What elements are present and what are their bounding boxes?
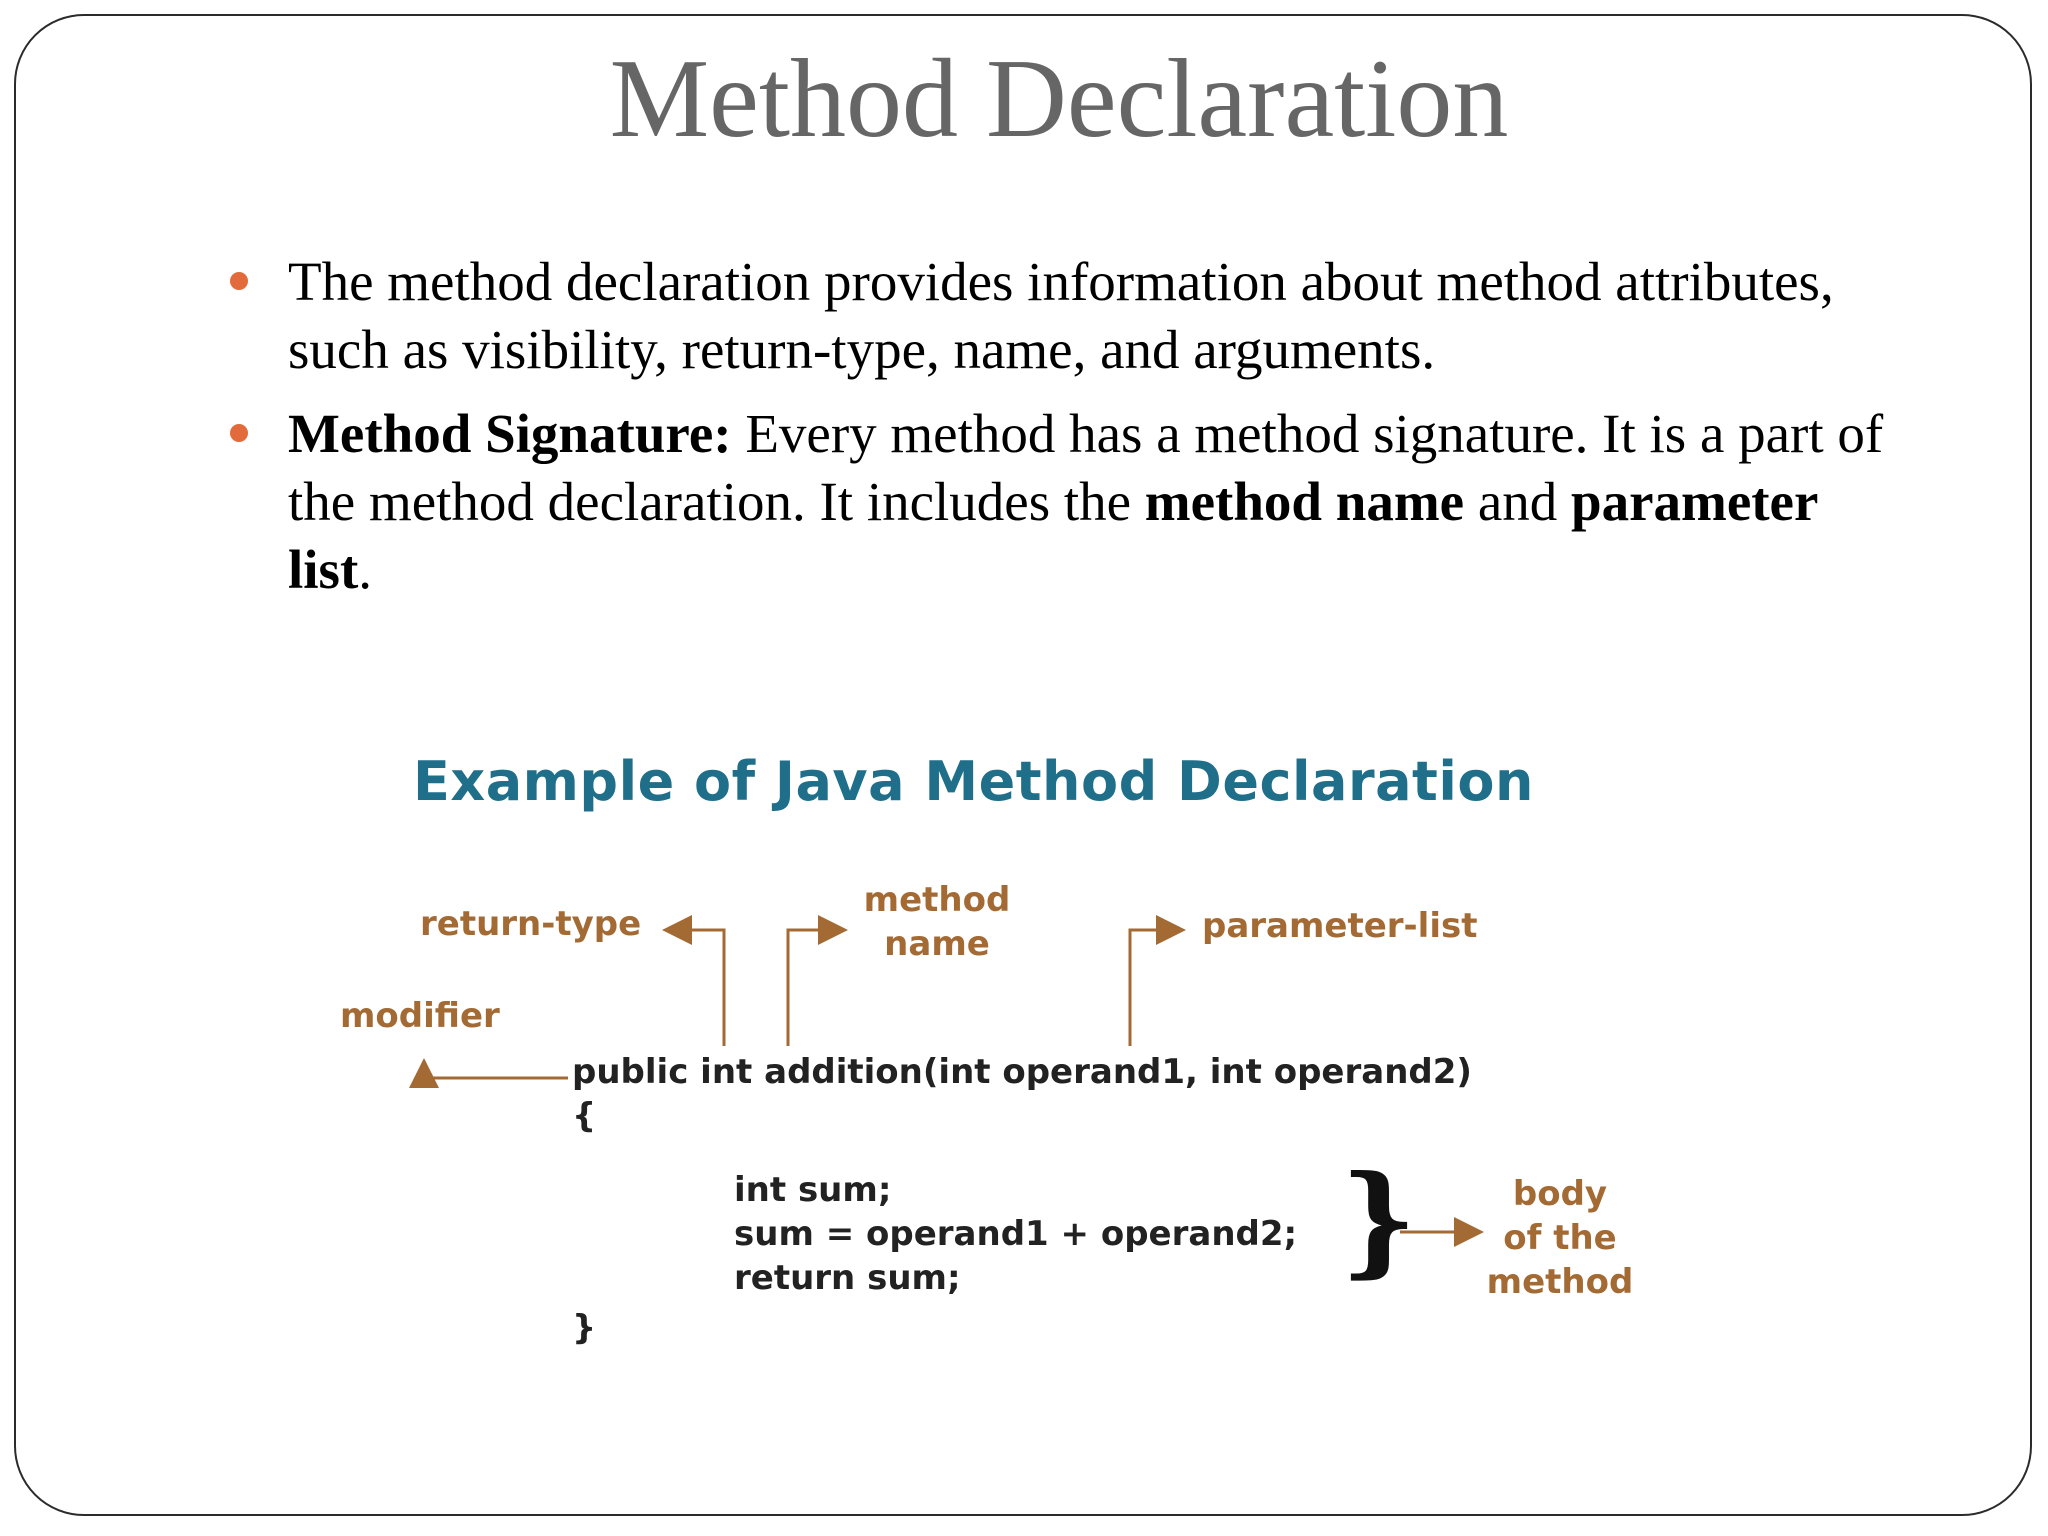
- bullet-2-text-b: and: [1464, 471, 1572, 532]
- modifier-arrow: [424, 1064, 568, 1078]
- body-line-2-code: sum = operand1 + operand2;: [734, 1214, 1298, 1254]
- body-line-1-code: int sum;: [734, 1170, 892, 1210]
- method-name-label-line1: method: [863, 880, 1011, 920]
- body-label-line2: of the: [1503, 1218, 1617, 1258]
- return-type-arrow: [668, 930, 724, 1046]
- body-line-3-code: return sum;: [734, 1258, 961, 1298]
- body-brace: }: [1340, 1149, 1418, 1290]
- close-brace-code: }: [572, 1308, 597, 1348]
- bullet-2-method-name: method name: [1144, 471, 1465, 532]
- modifier-label: modifier: [340, 996, 500, 1036]
- method-name-label-line2: name: [884, 924, 990, 964]
- bullet-2-term: Method Signature:: [288, 403, 732, 464]
- method-signature-code: public int addition(int operand1, int operand2): [572, 1052, 1472, 1092]
- body-label-line3: method: [1486, 1262, 1634, 1302]
- method-name-arrow: [788, 930, 842, 1046]
- parameter-list-label: parameter-list: [1202, 906, 1478, 946]
- parameter-list-arrow: [1130, 930, 1180, 1046]
- bullet-1-text: The method declaration provides information about method attributes, such as visibility, return-type, name, and arguments.: [288, 251, 1834, 380]
- diagram-title: Example of Java Method Declaration: [413, 750, 1534, 813]
- bullet-2-text-a: Every method has a method signature. It is a part of the method declaration. It includes the: [288, 403, 1884, 532]
- bullet-2-parameter-list: parameter list: [288, 471, 1818, 600]
- bullet-2-period: .: [358, 539, 373, 600]
- slide-title: Method Declaration: [609, 37, 1509, 161]
- open-brace-code: {: [572, 1096, 597, 1136]
- return-type-label: return-type: [420, 904, 642, 944]
- body-label-line1: body: [1512, 1174, 1608, 1214]
